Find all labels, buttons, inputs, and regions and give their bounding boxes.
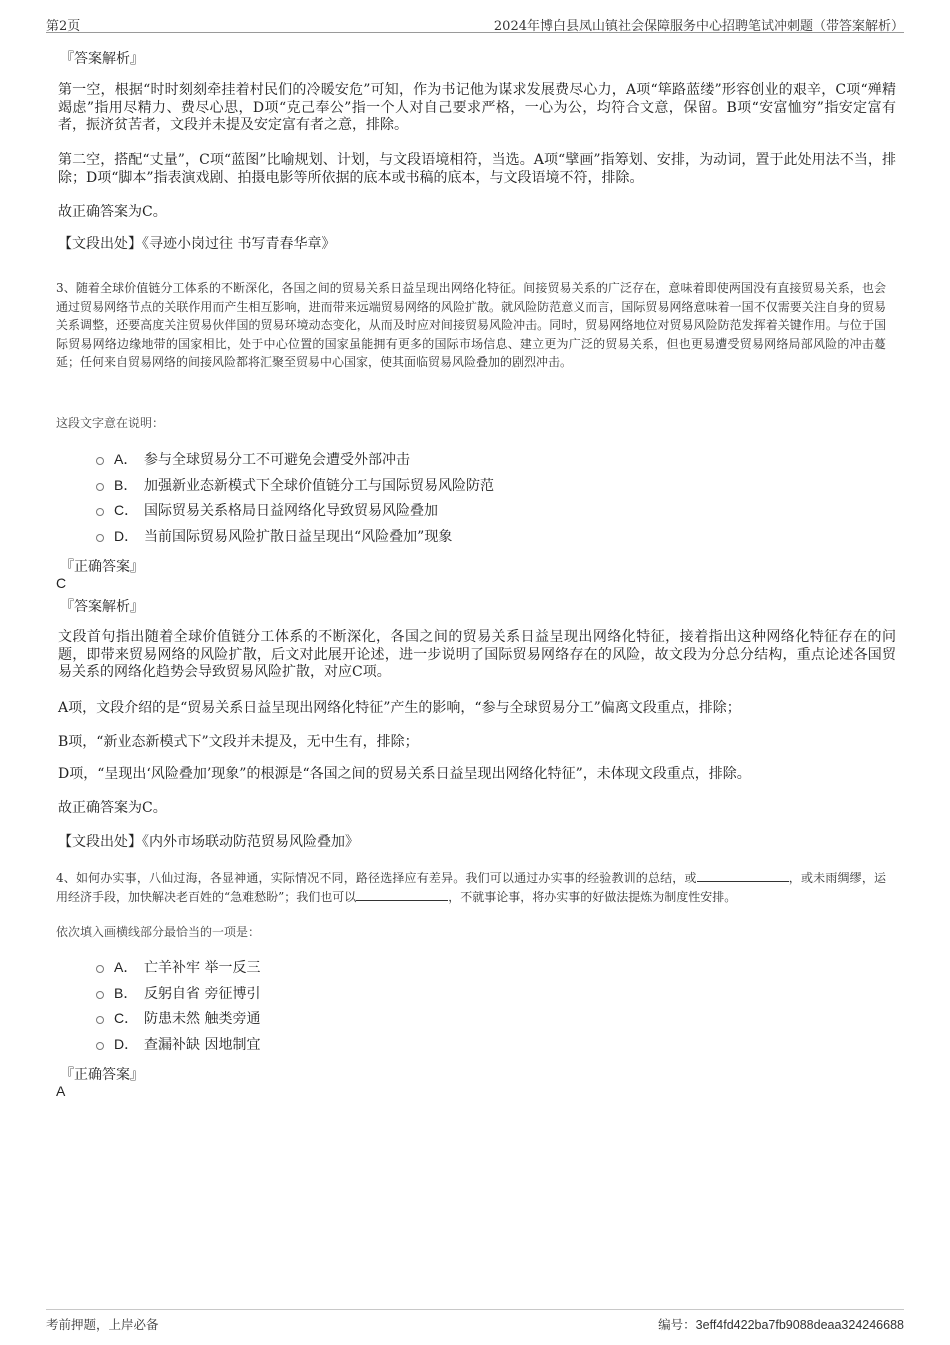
q4-answer-label: 『正确答案』: [60, 1067, 144, 1083]
q2-analysis-p2: 第二空，搭配“丈量”，C项“蓝图”比喻规划、计划，与文段语境相符，当选。A项“擘画”指筹划、安排，为动词，置于此处用法不当，排除；D项“脚本”指表演戏剧、拍摄电影等所依据的底本或书稿的底本，与文段语境不符，排除。: [58, 152, 896, 186]
document-id: 编号：3eff4fd422ba7fb9088deaa324246688: [658, 1318, 904, 1332]
q3-option-c[interactable]: C． 国际贸易关系格局日益网络化导致贸易风险叠加: [96, 500, 438, 520]
page-header: [46, 14, 904, 33]
q4-stem: 4、如何办实事，八仙过海，各显神通，实际情况不同，路径选择应有差异。我们可以通过办实事的经验教训的总结，或 ，或未雨绸缪，运用经济手段，加快解决老百姓的“急难愁盼”；我们也可以 ，不就事论事，将办实事的好做法提炼为制度性安排。: [56, 871, 886, 904]
q3-analysis-p3: B项，“新业态新模式下”文段并未提及，无中生有，排除；: [58, 734, 419, 750]
fill-blank-2: [356, 888, 448, 901]
q4-prompt: 依次填入画横线部分最恰当的一项是：: [56, 925, 261, 939]
q3-answer: C: [56, 575, 67, 591]
q3-option-d[interactable]: D． 当前国际贸易风险扩散日益呈现出“风险叠加”现象: [96, 526, 452, 546]
q4-option-b[interactable]: B． 反躬自省 旁征博引: [96, 983, 260, 1003]
radio-icon[interactable]: [96, 483, 104, 491]
q3-option-b[interactable]: B． 加强新业态新模式下全球价值链分工与国际贸易风险防范: [96, 475, 494, 495]
radio-icon[interactable]: [96, 508, 104, 516]
q3-analysis-label: 『答案解析』: [60, 599, 144, 615]
q3-analysis-p2: A项，文段介绍的是“贸易关系日益呈现出网络化特征”产生的影响，“参与全球贸易分工”偏离文段重点，排除；: [58, 700, 741, 716]
page-footer: [46, 1309, 904, 1333]
q2-analysis-p1: 第一空，根据“时时刻刻牵挂着村民们的冷暖安危”可知，作为书记他为谋求发展费尽心力，A项“筚路蓝缕”形容创业的艰辛，C项“殚精竭虑”指用尽精力、费尽心思，D项“克己奉公”指一个人对自己要求严格，一心为公，均符合文意，保留。B项“安富恤穷”指安定富有者，振济贫苦者，文段并未提及安定富有者之意，排除。: [58, 82, 896, 133]
radio-icon[interactable]: [96, 534, 104, 542]
q3-analysis-p1: 文段首句指出随着全球价值链分工体系的不断深化，各国之间的贸易关系日益呈现出网络化特征，接着指出这种网络化特征存在的问题，即带来贸易网络的风险扩散，后文对此展开论述，进一步说明了国际贸易网络存在的风险，故文段为分总分结构，重点论述各国贸易关系的网络化趋势会导致贸易风险扩散，对应C项。: [58, 629, 896, 680]
radio-icon[interactable]: [96, 1042, 104, 1050]
radio-icon[interactable]: [96, 965, 104, 973]
q4-option-d[interactable]: D． 查漏补缺 因地制宜: [96, 1034, 260, 1054]
document-title: 2024年博白县凤山镇社会保障服务中心招聘笔试冲刺题（带答案解析）: [493, 19, 904, 34]
q2-analysis-label: 『答案解析』: [60, 51, 144, 67]
q3-prompt: 这段文字意在说明：: [56, 416, 165, 430]
page-number: 第2页: [46, 19, 81, 34]
radio-icon[interactable]: [96, 457, 104, 465]
radio-icon[interactable]: [96, 991, 104, 999]
q4-option-a[interactable]: A． 亡羊补牢 举一反三: [96, 957, 260, 977]
q3-source: 【文段出处】《内外市场联动防范贸易风险叠加》: [58, 834, 359, 850]
q2-source: 【文段出处】《寻迹小岗过往 书写青春华章》: [58, 236, 336, 252]
q3-answer-label: 『正确答案』: [60, 559, 144, 575]
q2-conclusion: 故正确答案为C。: [58, 204, 167, 220]
q3-option-a[interactable]: A． 参与全球贸易分工不可避免会遭受外部冲击: [96, 449, 410, 469]
q4-answer: A: [56, 1083, 66, 1099]
fill-blank-1: [697, 869, 789, 882]
footer-slogan: 考前押题，上岸必备: [46, 1317, 159, 1332]
q3-conclusion: 故正确答案为C。: [58, 800, 167, 816]
q3-stem: 3、随着全球价值链分工体系的不断深化，各国之间的贸易关系日益呈现出网络化特征。间接贸易关系的广泛存在，意味着即使两国没有直接贸易关系，也会通过贸易网络节点的关联作用而产生相互影响，进而带来远端贸易网络的风险扩散。就风险防范意义而言，国际贸易网络意味着一国不仅需要关注自身的贸易关系调整，还要高度关注贸易伙伴国的贸易环境动态变化，从而及时应对间接贸易风险冲击。同时，贸易网络地位对贸易风险防范发挥着关键作用。与位于国际贸易网络边缘地带的国家相比，处于中心位置的国家虽能拥有更多的国际市场信息、建立更为广泛的贸易关系，但也更易遭受贸易网络局部风险的冲击蔓延；任何来自贸易网络的间接风险都将汇聚至贸易中心国家，使其面临贸易风险叠加的剧烈冲击。: [56, 281, 886, 369]
q3-analysis-p4: D项，“呈现出‘风险叠加’现象”的根源是“各国之间的贸易关系日益呈现出网络化特征”，未体现文段重点，排除。: [58, 766, 751, 782]
q4-option-c[interactable]: C． 防患未然 触类旁通: [96, 1008, 260, 1028]
radio-icon[interactable]: [96, 1016, 104, 1024]
